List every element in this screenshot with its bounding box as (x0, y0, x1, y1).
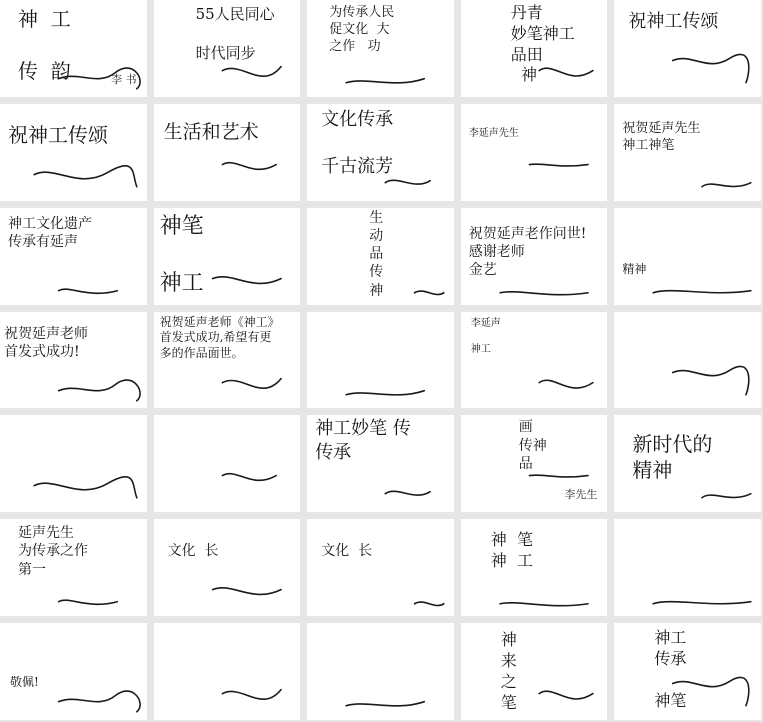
calligraphy-line: 敬佩! (10, 674, 39, 689)
calligraphy-tile[interactable] (154, 0, 301, 97)
calligraphy-line (491, 573, 522, 591)
calligraphy-line: 为传承之作 (18, 543, 88, 560)
calligraphy-line: 祝神工传颂 (628, 11, 719, 32)
signature-scribble (461, 104, 608, 201)
calligraphy-tile[interactable] (0, 312, 147, 409)
signature-scribble (614, 623, 761, 720)
calligraphy-line: 品田 (510, 44, 543, 64)
calligraphy-line: 生活和艺术 (163, 120, 259, 143)
calligraphy-line: 动 (369, 227, 384, 244)
calligraphy-line: 文化传承 (321, 108, 394, 130)
calligraphy-tile[interactable] (614, 519, 761, 616)
calligraphy-line: 神工 (159, 270, 204, 296)
signature-scribble (154, 104, 301, 201)
calligraphy-line: 首发式成功,希望有更 (159, 330, 272, 345)
calligraphy-line: 神工 (470, 343, 491, 355)
calligraphy-line (624, 572, 632, 586)
signature-scribble (461, 623, 608, 720)
calligraphy-tile[interactable] (461, 208, 608, 305)
calligraphy-line: 第一 (18, 561, 46, 578)
signature-scribble (307, 312, 454, 409)
calligraphy-tile[interactable] (461, 519, 608, 616)
calligraphy-tile[interactable] (0, 519, 147, 616)
calligraphy-line: 传神 (518, 437, 547, 454)
calligraphy-tile[interactable] (614, 623, 761, 720)
calligraphy-tile[interactable] (154, 312, 301, 409)
calligraphy-tile[interactable] (614, 208, 761, 305)
signature-scribble (614, 519, 761, 616)
calligraphy-line: 神工妙笔 传 (315, 418, 411, 440)
calligraphy-line (168, 580, 177, 596)
calligraphy-tile[interactable] (461, 415, 608, 512)
calligraphy-line: 祝神工传颂 (8, 122, 108, 147)
calligraphy-line: 生 (369, 209, 384, 226)
calligraphy-tile[interactable] (154, 208, 301, 305)
calligraphy-tile[interactable] (461, 312, 608, 409)
calligraphy-tile[interactable] (0, 0, 147, 97)
calligraphy-line: 文化 长 (167, 543, 219, 560)
calligraphy-line: 为传承人民 (329, 5, 395, 20)
calligraphy-line: 祝贺延声老作问世! (468, 225, 587, 242)
signature-scribble (614, 208, 761, 305)
signature-scribble (154, 623, 301, 720)
calligraphy-line: 神 笔 (490, 530, 533, 550)
calligraphy-line: 感谢老师 (468, 243, 525, 260)
calligraphy-line: 来 (500, 650, 517, 670)
calligraphy-line: 延声先生 (18, 525, 74, 542)
calligraphy-tile[interactable] (461, 623, 608, 720)
calligraphy-line: 金艺 (468, 262, 497, 279)
calligraphy-tile[interactable] (154, 623, 301, 720)
calligraphy-line: 传 (369, 264, 384, 281)
signature-scribble (614, 312, 761, 409)
calligraphy-line: 时代同步 (195, 44, 256, 62)
calligraphy-tile[interactable] (461, 0, 608, 97)
calligraphy-line: 精神 (632, 458, 673, 483)
calligraphy-line: 神工文化遗产 (8, 215, 92, 232)
signature-scribble (307, 519, 454, 616)
calligraphy-line: 品 (369, 246, 384, 263)
calligraphy-tile[interactable] (307, 0, 454, 97)
calligraphy-line: 千古流芳 (321, 155, 394, 177)
calligraphy-tile[interactable] (307, 623, 454, 720)
calligraphy-line: 多的作品面世。 (159, 345, 244, 360)
calligraphy-line: 文化 长 (321, 543, 373, 560)
calligraphy-line: 促文化 大 (329, 21, 390, 37)
calligraphy-tile[interactable] (614, 312, 761, 409)
calligraphy-tile[interactable] (0, 415, 147, 512)
calligraphy-line: 妙笔神工 (510, 23, 575, 43)
signature-text: 李先生 (564, 488, 598, 502)
calligraphy-tile[interactable] (461, 104, 608, 201)
calligraphy-line: 祝贺延声老师 (4, 325, 88, 342)
signature-scribble (0, 104, 147, 201)
calligraphy-tile[interactable] (154, 415, 301, 512)
calligraphy-tile[interactable] (614, 415, 761, 512)
calligraphy-line: 神工神笔 (622, 137, 675, 153)
signature-scribble (0, 415, 147, 512)
calligraphy-line: 传承 (315, 441, 352, 463)
calligraphy-tile[interactable] (0, 208, 147, 305)
calligraphy-tile[interactable] (307, 415, 454, 512)
calligraphy-tile[interactable] (0, 104, 147, 201)
calligraphy-line: 新时代的 (632, 432, 713, 457)
calligraphy-line: 神笔 (159, 213, 204, 239)
calligraphy-line: 祝贺延声先生 (622, 120, 701, 136)
signature-scribble (461, 519, 608, 616)
calligraphy-line: 之 (500, 671, 517, 691)
calligraphy-line: 神工 (654, 628, 687, 648)
calligraphy-line: 神 工 (18, 7, 71, 31)
calligraphy-line: 神 工 (490, 551, 533, 571)
signature-scribble (154, 415, 301, 512)
calligraphy-tile[interactable] (307, 519, 454, 616)
calligraphy-line: 精神 (622, 261, 647, 276)
signature-scribble (154, 519, 301, 616)
calligraphy-tile[interactable] (154, 104, 301, 201)
calligraphy-line: 之作 功 (329, 38, 381, 54)
calligraphy-tile[interactable] (307, 104, 454, 201)
calligraphy-tile[interactable] (614, 104, 761, 201)
calligraphy-line: 首发式成功! (4, 343, 80, 360)
calligraphy-line: 55人民同心 (195, 5, 275, 23)
calligraphy-line: 神 (500, 630, 517, 650)
calligraphy-tile[interactable] (0, 623, 147, 720)
calligraphy-line: 笔 (500, 692, 517, 712)
calligraphy-line: 画 (518, 419, 533, 436)
calligraphy-tile[interactable] (154, 519, 301, 616)
calligraphy-line: 李延声 (470, 317, 501, 329)
calligraphy-tile[interactable] (307, 312, 454, 409)
calligraphy-line: 传承有延声 (8, 233, 78, 250)
signature-scribble (307, 623, 454, 720)
calligraphy-line: 神笔 (654, 690, 687, 710)
calligraphy-line: 神 (510, 65, 537, 85)
calligraphy-line: 李延声先生 (468, 127, 519, 139)
signature-text: 李 书 (111, 72, 137, 86)
signature-scribble (0, 623, 147, 720)
calligraphy-line (18, 580, 54, 596)
calligraphy-line: 传 韵 (18, 59, 71, 83)
calligraphy-line: 品 (518, 455, 533, 472)
calligraphy-tile[interactable] (614, 0, 761, 97)
calligraphy-tile[interactable] (307, 208, 454, 305)
calligraphy-line: 丹青 (510, 3, 543, 22)
calligraphy-line: 传承 (654, 648, 687, 668)
calligraphy-line: 神 (369, 282, 384, 299)
calligraphy-line: 祝贺延声老师《神工》 (159, 314, 280, 329)
